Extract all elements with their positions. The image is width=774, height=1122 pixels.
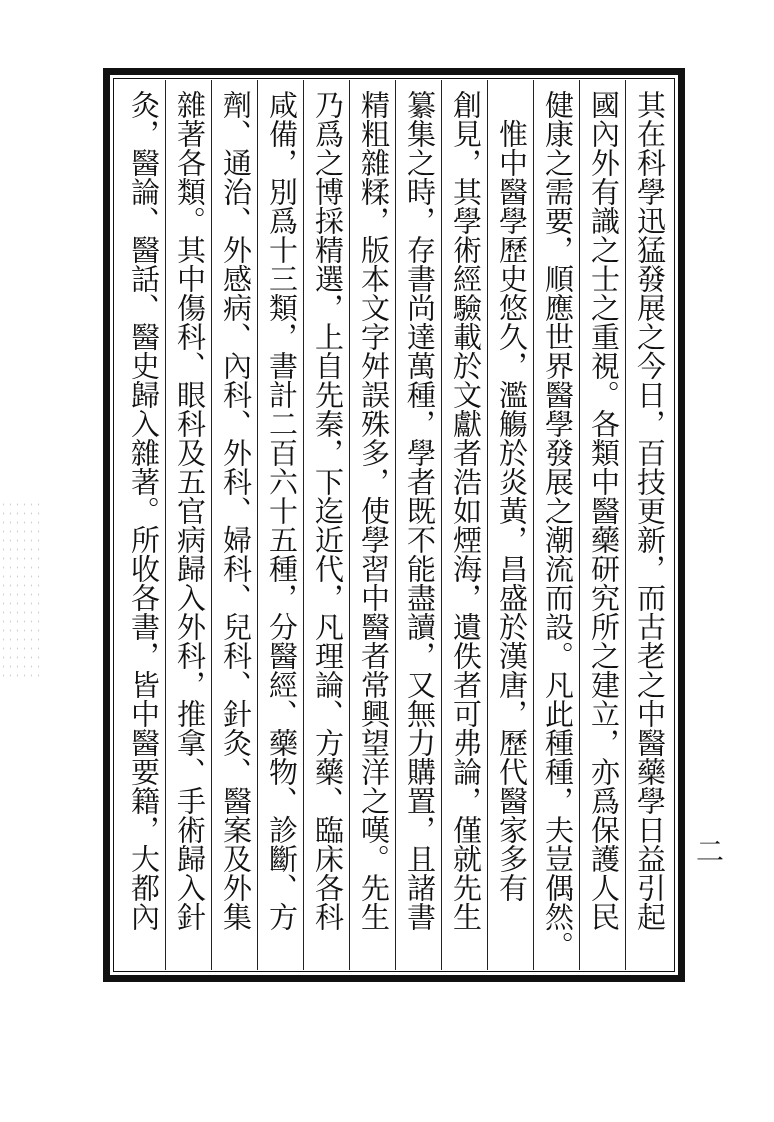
column-rule (257, 80, 258, 970)
text-column: 其在科學迅猛發展之今日，百技更新，而古老之中醫藥學日益引起 (633, 90, 667, 931)
text-column: 劑、通治、外感病、內科、外科、婦科、兒科、針灸、醫案及外集 (219, 90, 253, 931)
column-rule (487, 80, 488, 970)
text-column: 創見，其學術經驗載於文獻者浩如煙海，遺佚者可弗論，僅就先生 (449, 90, 483, 931)
text-column: 國內外有識之士之重視。各類中醫藥研究所之建立，亦爲保護人民 (587, 90, 621, 931)
text-column: 精粗雜糅，版本文字舛誤殊多，使學習中醫者常興望洋之嘆。先生 (357, 90, 391, 931)
page-number: 二 (696, 835, 725, 868)
text-column: 惟中醫學歷史悠久，濫觴於炎黃，昌盛於漢唐，歷代醫家多有 (495, 90, 529, 902)
scan-speckle (0, 500, 40, 680)
column-rule (533, 80, 534, 970)
column-rule (349, 80, 350, 970)
column-rule (441, 80, 442, 970)
column-rule (165, 80, 166, 970)
column-rule (625, 80, 626, 970)
text-column: 纂集之時，存書尚達萬種，學者既不能盡讀，又無力購置，且諸書 (403, 90, 437, 931)
column-rule (395, 80, 396, 970)
text-column: 灸，醫論、醫話、醫史歸入雜著。所收各書，皆中醫要籍，大都內 (127, 90, 161, 931)
text-column: 乃爲之博採精選，上自先秦，下迄近代，凡理論、方藥、臨床各科 (311, 90, 345, 931)
column-rule (303, 80, 304, 970)
column-rule (579, 80, 580, 970)
column-rule (211, 80, 212, 970)
text-column: 咸備，別爲十三類，書計二百六十五種，分醫經、藥物、診斷、方 (265, 90, 299, 931)
text-column: 雜著各類。其中傷科、眼科及五官病歸入外科，推拿、手術歸入針 (173, 90, 207, 931)
text-column: 健康之需要，順應世界醫學發展之潮流而設。凡此種種，夫豈偶然。 (541, 90, 575, 960)
